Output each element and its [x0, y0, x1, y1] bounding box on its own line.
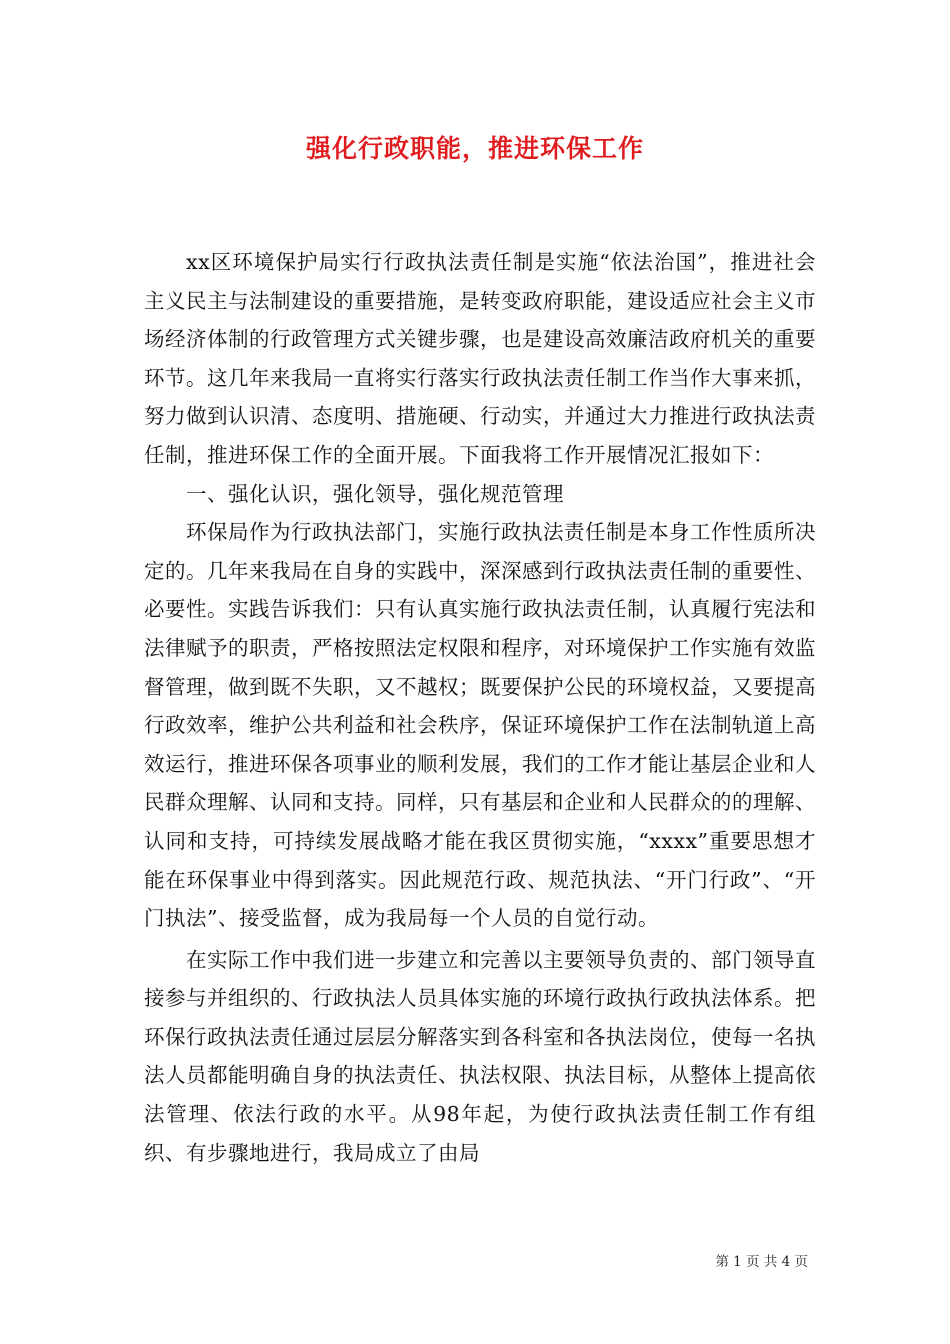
section-heading-1: 一、强化认识，强化领导，强化规范管理: [186, 481, 565, 506]
paragraph-practice: 在实际工作中我们进一步建立和完善以主要领导负责的、部门领导直接参与并组织的、行政执法人员具体实施的环境行政执行政执法体系。把环保行政执法责任通过层层分解落实到各科室和各执法岗位，使每一名执法人员都能明确自身的执法责任、执法权限、执法目标，从整体上提高依法管理、依法行政的水平。从98年起，为使行政执法责任制工作有组织、有步骤地进行，我局成立了由局: [144, 947, 817, 1165]
document-title: 强化行政职能，推进环保工作: [305, 134, 644, 163]
document-body: [144, 243, 816, 1172]
paragraph-intro: xx区环境保护局实行行政执法责任制是实施“依法治国”，推进社会主义民主与法制建设的重要措施，是转变政府职能，建设适应社会主义市场经济体制的行政管理方式关键步骤，也是建设高效廉洁政府机关的重要环节。这几年来我局一直将实行落实行政执法责任制工作当作大事来抓，努力做到认识清、态度明、措施硬、行动实，并通过大力推进行政执法责任制，推进环保工作的全面开展。下面我将工作开展情况汇报如下：: [144, 250, 816, 467]
paragraph-section-1: 环保局作为行政执法部门，实施行政执法责任制是本身工作性质所决定的。几年来我局在自身的实践中，深深感到行政执法责任制的重要性、必要性。实践告诉我们：只有认真实施行政执法责任制，认真履行宪法和法律赋予的职责，严格按照法定权限和程序，对环境保护工作实施有效监督管理，做到既不失职，又不越权；既要保护公民的环境权益，又要提高行政效率，维护公共利益和社会秩序，保证环境保护工作在法制轨道上高效运行，推进环保各项事业的顺利发展，我们的工作才能让基层企业和人民群众理解、认同和支持。同样，只有基层和企业和人民群众的的理解、认同和支持，可持续发展战略才能在我区贯彻实施，“xxxx”重要思想才能在环保事业中得到落实。因此规范行政、规范执法、“开门行政”、“开门执法”、接受监督，成为我局每一个人员的自觉行动。: [144, 520, 817, 931]
page-number: 第 1 页 共 4 页: [715, 1254, 808, 1270]
